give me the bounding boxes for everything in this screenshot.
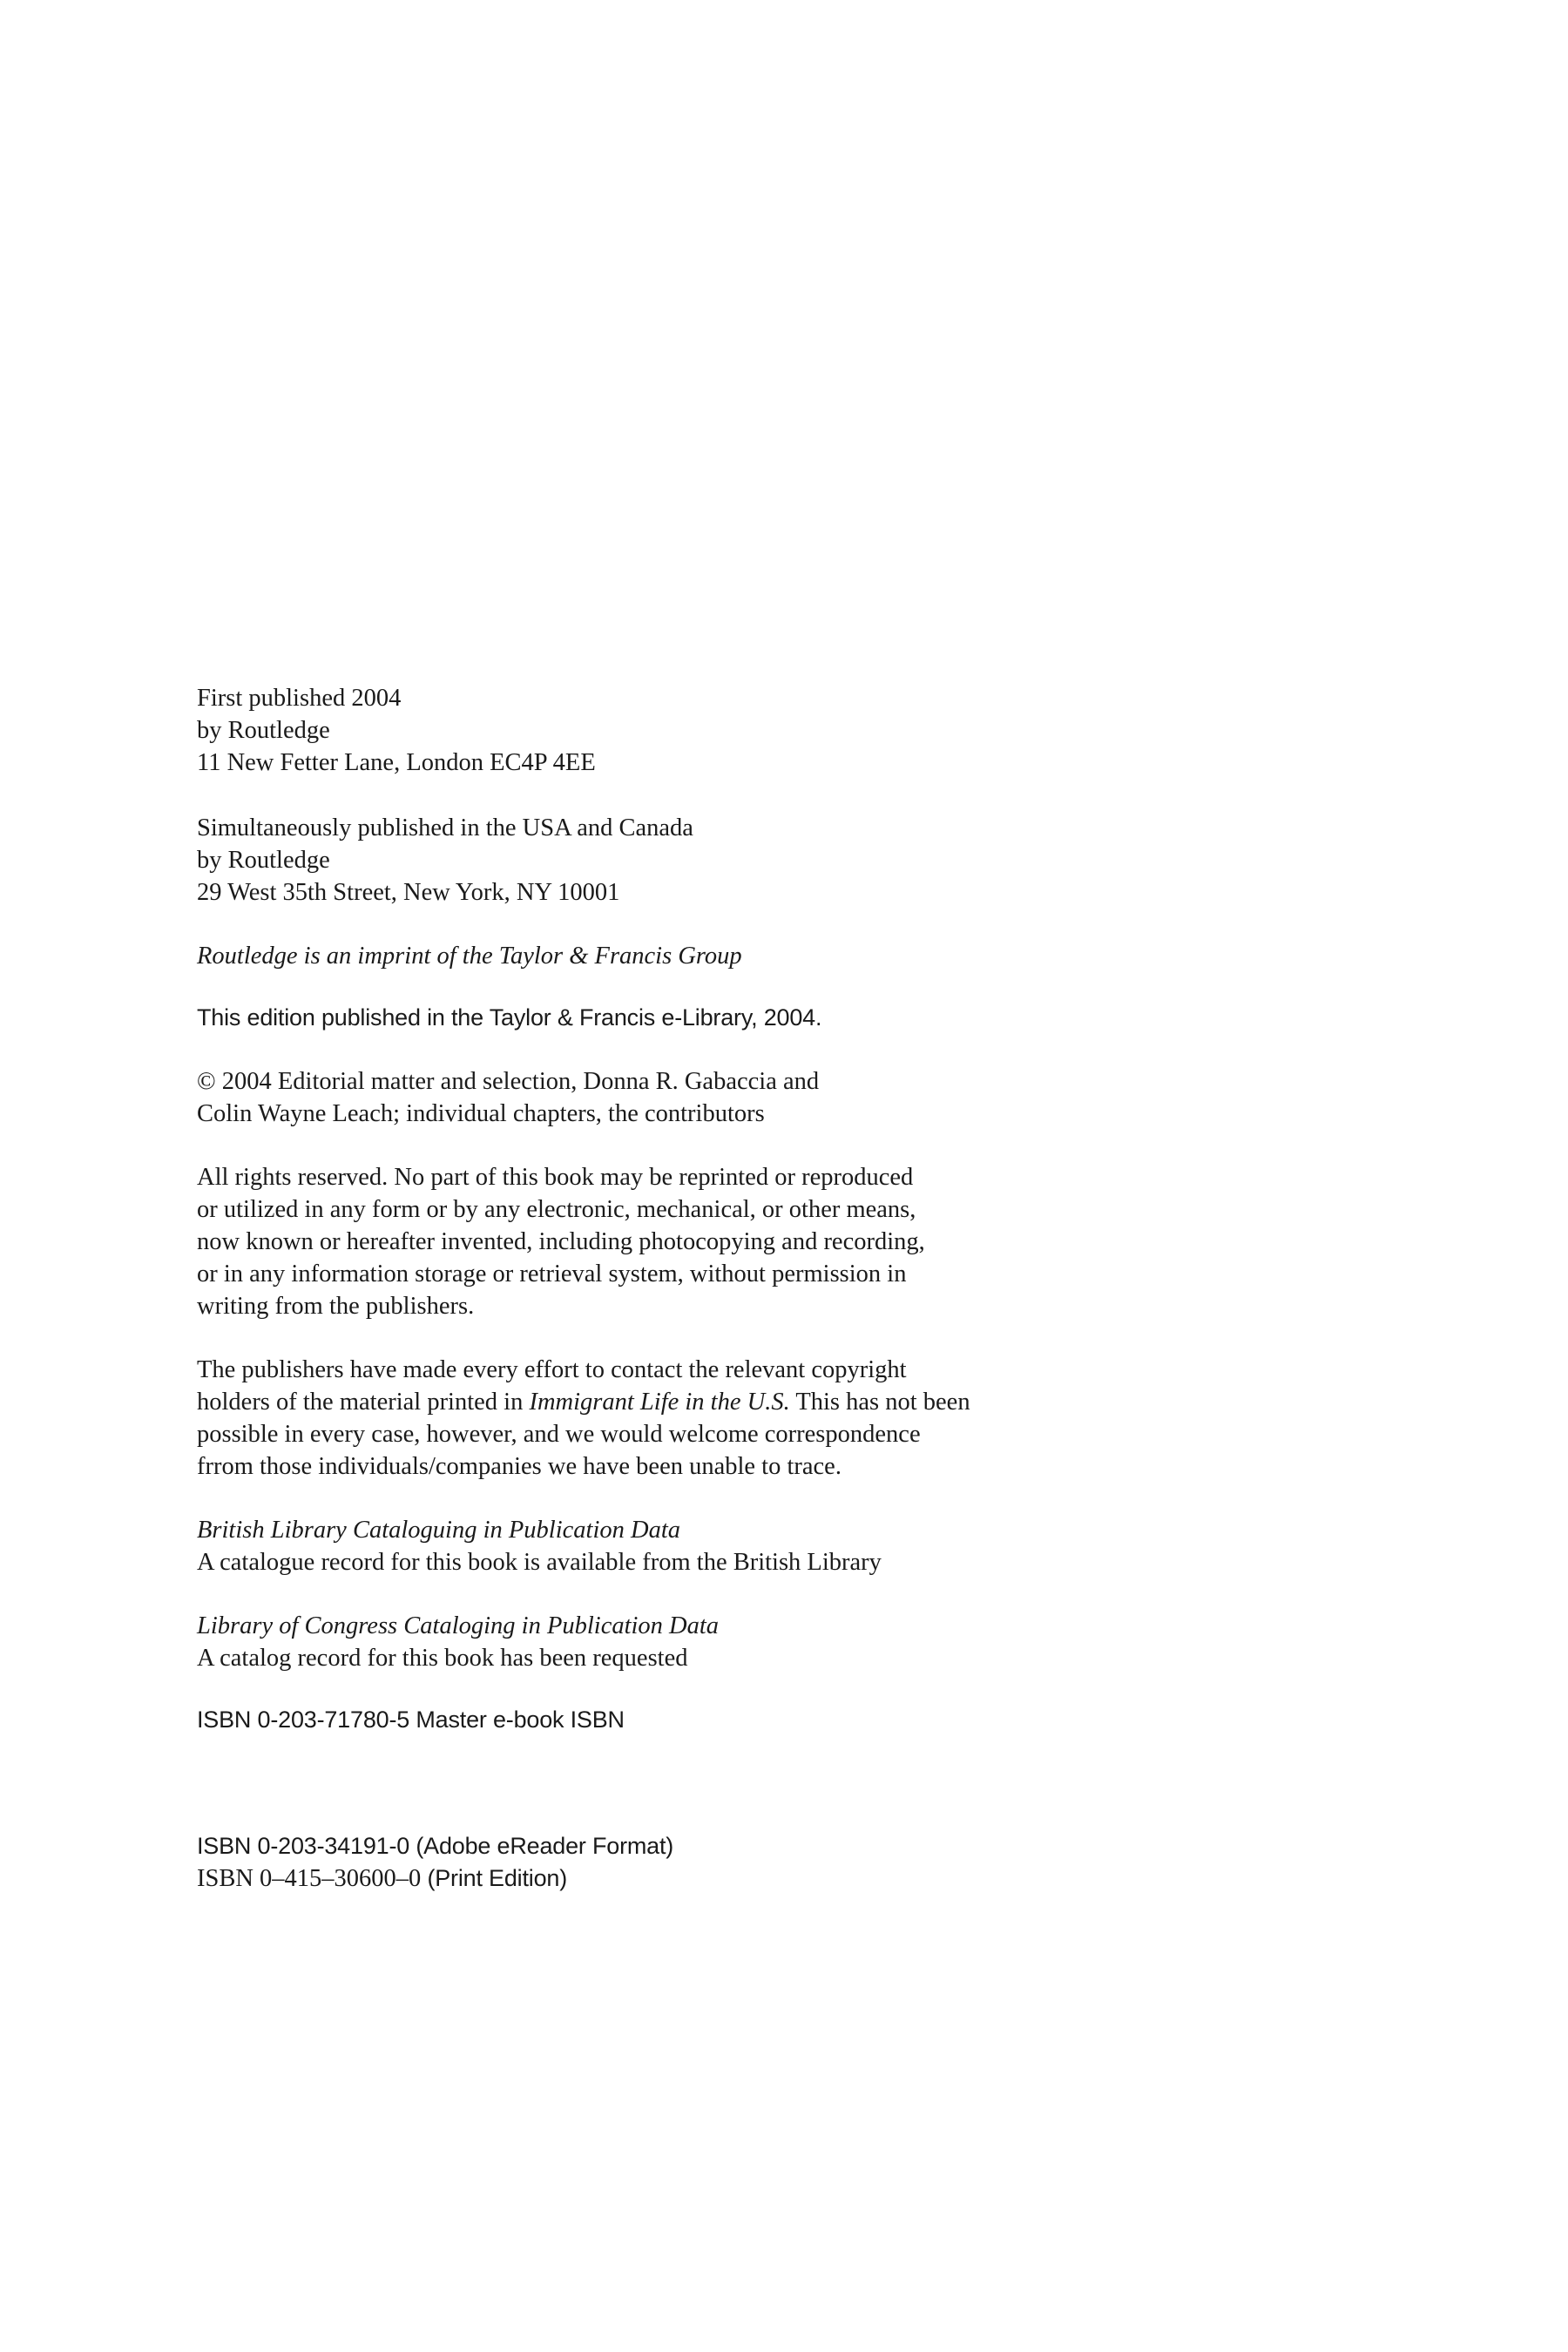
ebook-edition-note — [197, 1002, 1329, 1034]
adobe-isbn-line: ISBN 0-203-34191-0 (Adobe eReader Format) — [197, 1833, 674, 1859]
acknowledgement-text: holders of the material printed in — [197, 1389, 530, 1416]
acknowledgement-line-4: frrom those individuals/companies we have been unable to trace. — [197, 1453, 841, 1480]
acknowledgement-block — [197, 1354, 1329, 1483]
acknowledgement-line-3: possible in every case, however, and we would welcome correspondence — [197, 1421, 921, 1448]
imprint-note-line: Routledge is an imprint of the Taylor & Francis Group — [197, 943, 742, 970]
simultaneous-publication-line: Simultaneously published in the USA and Canada — [197, 814, 693, 841]
british-library-heading: British Library Cataloguing in Publication Data — [197, 1517, 680, 1544]
british-library-block — [197, 1514, 1329, 1578]
rights-line: writing from the publishers. — [197, 1293, 475, 1320]
us-publisher-address-line: 29 West 35th Street, New York, NY 10001 — [197, 879, 620, 906]
rights-line: or utilized in any form or by any electronic, mechanical, or other means, — [197, 1196, 916, 1223]
copyright-block — [197, 1065, 1329, 1130]
us-publication-block — [197, 812, 1329, 909]
rights-line: All rights reserved. No part of this book may be reprinted or reproduced — [197, 1164, 914, 1191]
first-published-line: First published 2004 — [197, 685, 402, 712]
library-of-congress-heading: Library of Congress Cataloging in Publication Data — [197, 1612, 720, 1639]
first-publication-block — [197, 682, 1329, 779]
print-isbn-number: ISBN 0–415–30600–0 — [197, 1865, 422, 1892]
book-title: Immigrant Life in the U.S. — [529, 1389, 790, 1416]
us-publisher-line: by Routledge — [197, 847, 330, 874]
copyright-line-2: Colin Wayne Leach; individual chapters, the contributors — [197, 1100, 765, 1127]
acknowledgement-line-2 — [197, 1386, 1329, 1418]
rights-line: or in any information storage or retrieval system, without permission in — [197, 1260, 907, 1288]
master-isbn-block — [197, 1704, 1329, 1736]
publisher-address-line: 11 New Fetter Lane, London EC4P 4EE — [197, 749, 596, 776]
publisher-line: by Routledge — [197, 717, 330, 744]
ebook-edition-line: This edition published in the Taylor & Francis e-Library, 2004. — [197, 1004, 822, 1031]
print-edition-label: (Print Edition) — [427, 1865, 567, 1891]
imprint-note — [197, 940, 1329, 972]
rights-line: now known or hereafter invented, including photocopying and recording, — [197, 1228, 925, 1255]
print-isbn-line — [197, 1862, 1329, 1895]
british-library-text: A catalogue record for this book is available from the British Library — [197, 1549, 882, 1576]
acknowledgement-text: This has not been — [789, 1389, 970, 1416]
library-of-congress-text: A catalog record for this book has been requested — [197, 1645, 688, 1672]
copyright-line-1: © 2004 Editorial matter and selection, Donna R. Gabaccia and — [197, 1068, 820, 1095]
master-isbn-line: ISBN 0-203-71780-5 Master e-book ISBN — [197, 1707, 625, 1733]
library-of-congress-block — [197, 1610, 1329, 1674]
copyright-page — [197, 682, 1329, 1895]
other-isbn-block — [197, 1830, 1329, 1895]
rights-block — [197, 1161, 1329, 1322]
acknowledgement-line-1: The publishers have made every effort to contact the relevant copyright — [197, 1356, 907, 1383]
